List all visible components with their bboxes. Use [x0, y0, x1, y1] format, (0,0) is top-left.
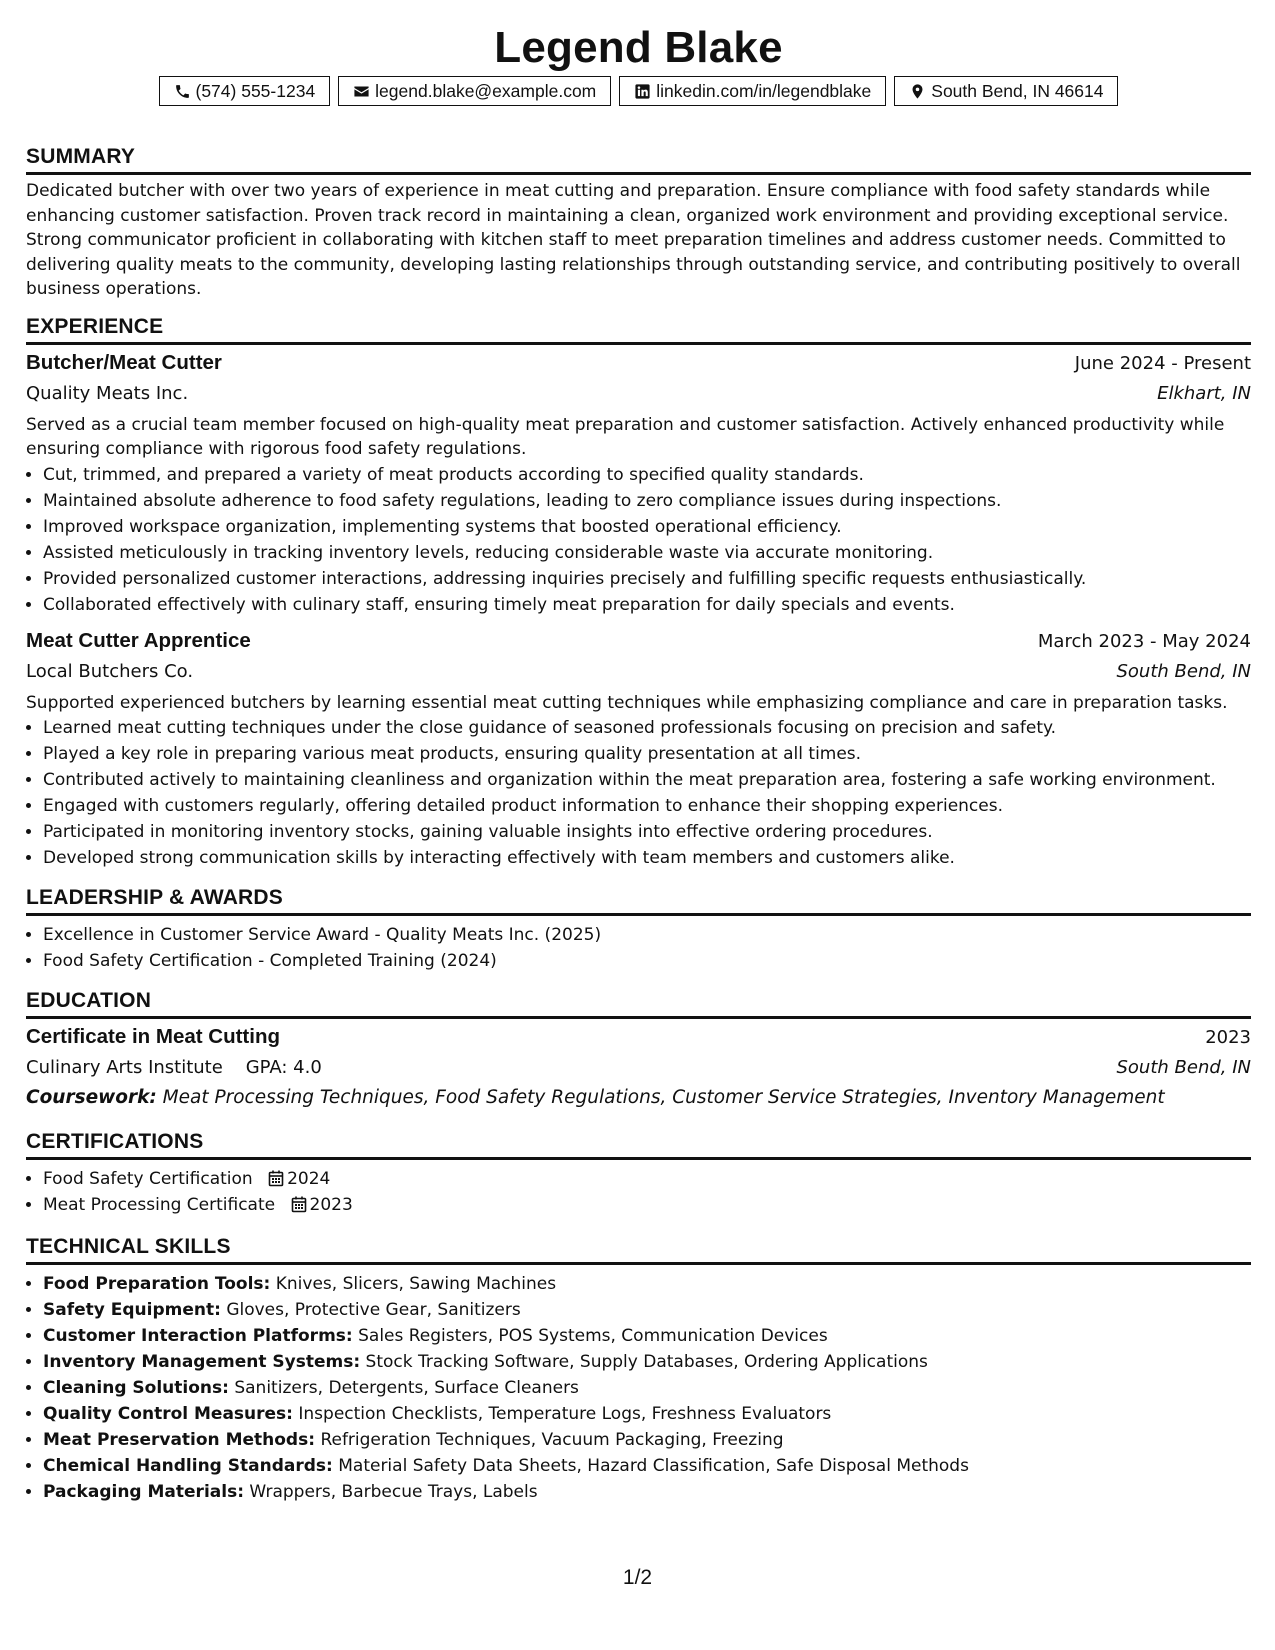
- list-item: [43, 1401, 1251, 1427]
- list-item: • Maintained absolute adherence to food safety regulations, leading to zero compliance issues during inspections.: [43, 488, 1251, 514]
- list-item: • Contributed actively to maintaining cleanliness and organization within the meat preparation area, fostering a safe working environment.: [43, 767, 1251, 793]
- candidate-name: Legend Blake: [494, 23, 783, 72]
- certification-name: Meat Processing Certificate: [43, 1195, 276, 1215]
- contact-linkedin[interactable]: [619, 76, 886, 106]
- list-item: [43, 1323, 1251, 1349]
- skill-value: Refrigeration Techniques, Vacuum Packaging, Freezing: [320, 1430, 784, 1450]
- list-item: • Provided personalized customer interactions, addressing inquiries precisely and fulfilling specific requests enthusiastically.: [43, 566, 1251, 592]
- coursework-text: Meat Processing Techniques, Food Safety Regulations, Customer Service Strategies, Inventory Management: [162, 1087, 1165, 1108]
- list-item: • Assisted meticulously in tracking inventory levels, reducing considerable waste via accurate monitoring.: [43, 540, 1251, 566]
- list-item: • Played a key role in preparing various meat products, ensuring quality presentation at all times.: [43, 741, 1251, 767]
- phone-icon: [174, 83, 191, 100]
- skill-value: Material Safety Data Sheets, Hazard Classification, Safe Disposal Methods: [338, 1456, 969, 1476]
- calendar-icon: [291, 1196, 307, 1213]
- skills-section: [26, 1234, 1251, 1505]
- coursework-label: Coursework:: [26, 1087, 157, 1108]
- skill-label: Cleaning Solutions:: [43, 1378, 229, 1398]
- calendar-icon: [268, 1170, 284, 1187]
- linkedin-icon: [634, 83, 651, 100]
- job-location: South Bend, IN: [1116, 660, 1251, 682]
- skill-label: Inventory Management Systems:: [43, 1352, 361, 1372]
- contact-email[interactable]: [338, 76, 611, 106]
- map-marker-icon: [909, 83, 926, 100]
- job-entry: [26, 626, 1251, 872]
- skill-value: Sanitizers, Detergents, Surface Cleaners: [234, 1378, 579, 1398]
- job-company: Quality Meats Inc.: [26, 382, 189, 404]
- job-company: Local Butchers Co.: [26, 660, 194, 682]
- gpa: GPA: 4.0: [245, 1057, 322, 1078]
- list-item: • Engaged with customers regularly, offering detailed product information to enhance their shopping experiences.: [43, 793, 1251, 819]
- job-title: Butcher/Meat Cutter: [26, 350, 222, 374]
- list-item: [43, 1349, 1251, 1375]
- job-bullets: [26, 462, 1251, 618]
- skill-value: Wrappers, Barbecue Trays, Labels: [249, 1482, 538, 1502]
- list-item: [43, 1271, 1251, 1297]
- education-section: [26, 988, 1251, 1113]
- job-description: Served as a crucial team member focused on high-quality meat preparation and customer satisfaction. Actively enhanced productivity while ensuring compliance with rigorous food safety regulations.: [26, 414, 1225, 459]
- page-number: 1/2: [622, 1566, 653, 1589]
- email-text: legend.blake@example.com: [375, 80, 597, 101]
- skill-value: Gloves, Protective Gear, Sanitizers: [226, 1300, 521, 1320]
- linkedin-text: linkedin.com/in/legendblake: [656, 80, 872, 101]
- list-item: • Food Safety Certification - Completed Training (2024): [43, 948, 1251, 974]
- awards-section: [26, 885, 1251, 974]
- contact-location[interactable]: [894, 76, 1118, 106]
- degree-title: Certificate in Meat Cutting: [26, 1025, 280, 1048]
- job-dates: March 2023 - May 2024: [1037, 630, 1251, 652]
- list-item: • Improved workspace organization, implementing systems that boosted operational efficiency.: [43, 514, 1251, 540]
- list-item: • Collaborated effectively with culinary staff, ensuring timely meat preparation for daily specials and events.: [43, 592, 1251, 618]
- certification-name: Food Safety Certification: [43, 1169, 253, 1189]
- location-text: South Bend, IN 46614: [931, 80, 1104, 101]
- list-item: • Developed strong communication skills by interacting effectively with team members and customers alike.: [43, 845, 1251, 871]
- list-item: [43, 1427, 1251, 1453]
- list-item: [43, 1479, 1251, 1505]
- list-item: [43, 1192, 1251, 1218]
- coursework-line: [26, 1083, 1251, 1113]
- experience-section: [26, 314, 1251, 872]
- list-item: • Cut, trimmed, and prepared a variety of meat products according to specified quality standards.: [43, 462, 1251, 488]
- list-item: [43, 1453, 1251, 1479]
- list-item: • Learned meat cutting techniques under the close guidance of seasoned professionals focusing on precision and safety.: [43, 715, 1251, 741]
- skill-value: Stock Tracking Software, Supply Databases, Ordering Applications: [365, 1352, 928, 1372]
- certifications-section: [26, 1129, 1251, 1218]
- skill-value: Knives, Slicers, Sawing Machines: [275, 1274, 557, 1294]
- education-location: South Bend, IN: [1116, 1057, 1251, 1078]
- section-title-education: EDUCATION: [26, 988, 1251, 1019]
- skill-label: Customer Interaction Platforms:: [43, 1326, 353, 1346]
- skill-label: Chemical Handling Standards:: [43, 1456, 333, 1476]
- certification-year: 2024: [287, 1169, 331, 1189]
- education-year: 2023: [1205, 1027, 1251, 1048]
- list-item: • Excellence in Customer Service Award - Quality Meats Inc. (2025): [43, 922, 1251, 948]
- certification-year: 2023: [309, 1195, 353, 1215]
- job-bullets: [26, 715, 1251, 871]
- job-description: Supported experienced butchers by learning essential meat cutting techniques while emphasizing compliance and care in preparation tasks.: [26, 692, 1228, 713]
- list-item: [43, 1297, 1251, 1323]
- envelope-icon: [353, 83, 370, 100]
- job-entry: [26, 348, 1251, 618]
- summary-section: [26, 144, 1251, 302]
- section-title-certifications: CERTIFICATIONS: [26, 1129, 1251, 1160]
- list-item: [43, 1375, 1251, 1401]
- job-dates: June 2024 - Present: [1074, 352, 1251, 374]
- skill-value: Sales Registers, POS Systems, Communication Devices: [358, 1326, 828, 1346]
- section-title-summary: SUMMARY: [26, 144, 1251, 175]
- school-name: Culinary Arts Institute: [26, 1057, 223, 1078]
- skill-label: Quality Control Measures:: [43, 1404, 293, 1424]
- list-item: [43, 1166, 1251, 1192]
- job-location: Elkhart, IN: [1157, 382, 1251, 404]
- resume-page: [26, 0, 1251, 1505]
- job-title: Meat Cutter Apprentice: [26, 628, 251, 652]
- skill-label: Packaging Materials:: [43, 1482, 244, 1502]
- skills-list: [26, 1271, 1251, 1505]
- skill-label: Meat Preservation Methods:: [43, 1430, 316, 1450]
- summary-text: Dedicated butcher with over two years of experience in meat cutting and preparation. Ensure compliance with food safety standards while enhancing customer satisfaction. Proven track record in maintaining a clean, organized work environment and providing exceptional service. Strong communicator proficient in collaborating with kitchen staff to meet preparation timelines and address customer needs. Committed to delivering quality meats to the community, developing lasting relationships through outstanding service, and contributing positively to overall business operations.: [26, 181, 1241, 299]
- school-line: [26, 1053, 322, 1083]
- skill-label: Food Preparation Tools:: [43, 1274, 271, 1294]
- section-title-awards: LEADERSHIP & AWARDS: [26, 885, 1251, 916]
- awards-list: [26, 922, 1251, 974]
- section-title-experience: EXPERIENCE: [26, 314, 1251, 345]
- skill-value: Inspection Checklists, Temperature Logs, Freshness Evaluators: [298, 1404, 832, 1424]
- list-item: • Participated in monitoring inventory stocks, gaining valuable insights into effective ordering procedures.: [43, 819, 1251, 845]
- section-title-skills: TECHNICAL SKILLS: [26, 1234, 1251, 1265]
- contact-bar: [26, 76, 1251, 106]
- certifications-list: [26, 1166, 1251, 1218]
- contact-phone[interactable]: [159, 76, 331, 106]
- phone-text: (574) 555-1234: [195, 80, 316, 101]
- skill-label: Safety Equipment:: [43, 1300, 221, 1320]
